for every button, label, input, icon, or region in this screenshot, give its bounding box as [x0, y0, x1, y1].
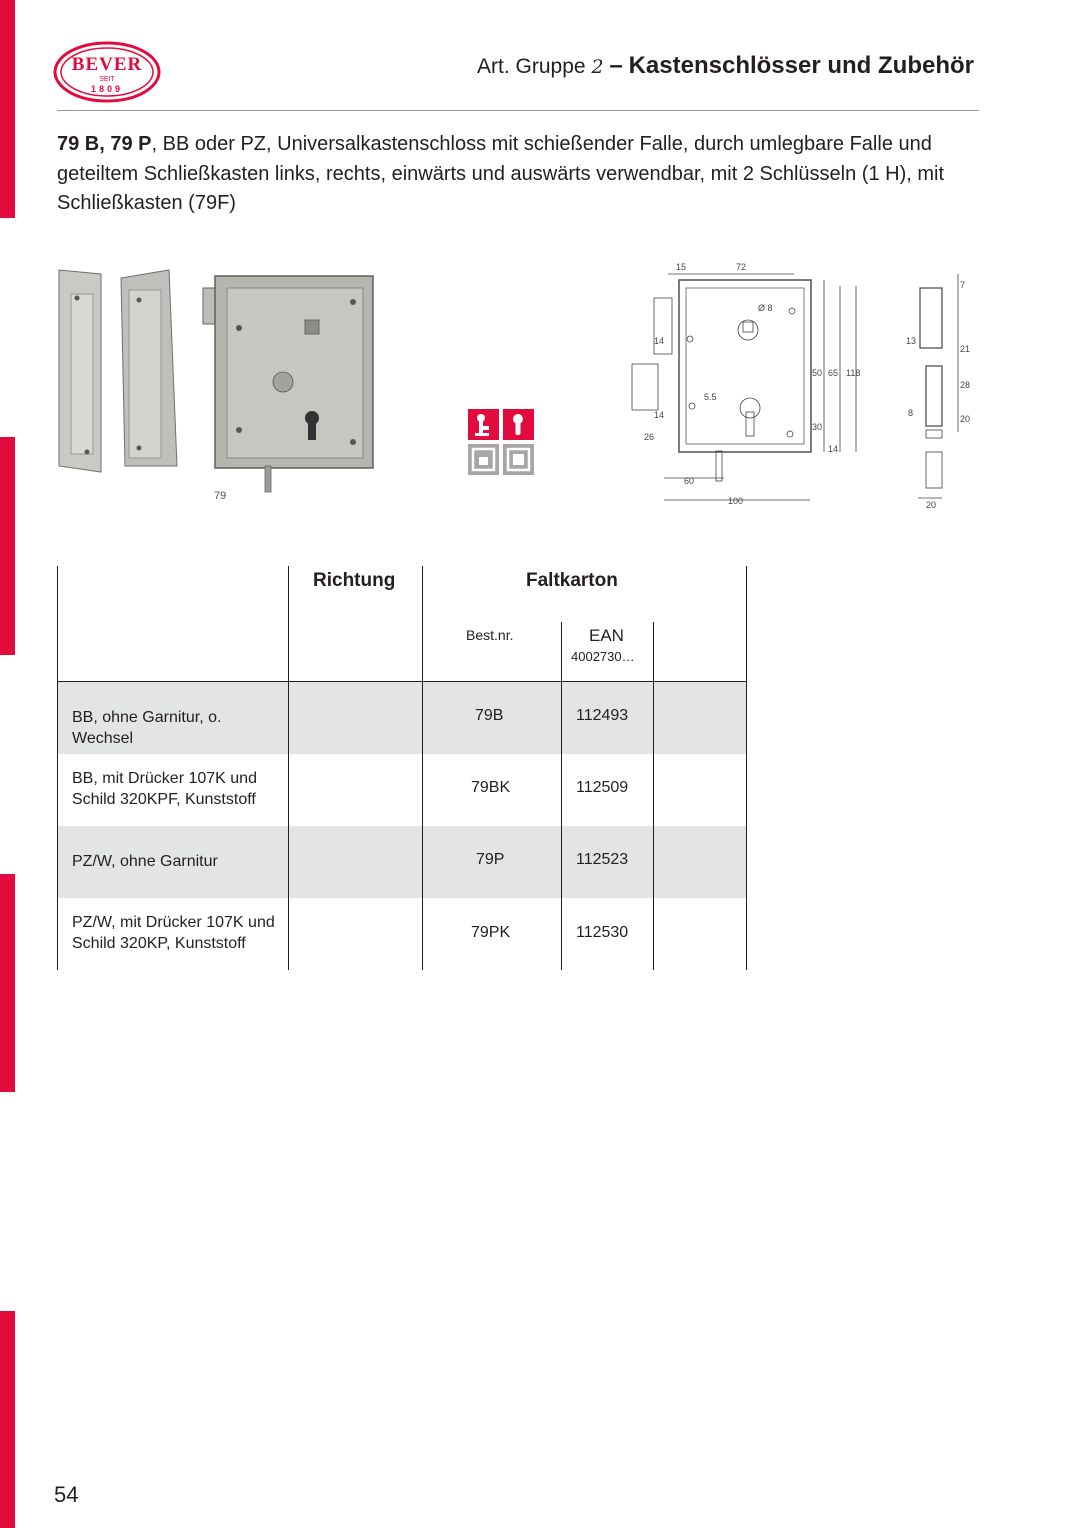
- col-bestnr: Best.nr.: [466, 627, 514, 643]
- product-text: , BB oder PZ, Universalkastenschloss mit schießender Falle, durch umlegbare Falle und geteiltem Schließkasten links, rechts, einwärts und auswärts verwendbar, mit 2 Schlüsseln (1 H), mit Schließkasten (79F): [57, 133, 945, 214]
- table-border: [422, 566, 423, 970]
- dim-label: 28: [960, 380, 971, 390]
- product-photo: [57, 266, 377, 498]
- bever-logo: [52, 40, 162, 104]
- page-number: 54: [54, 1482, 79, 1507]
- table-row-ean: 112530: [576, 924, 629, 941]
- dim-label: 20: [960, 414, 971, 424]
- product-description: [57, 130, 957, 219]
- table-row-ean: 112493: [576, 707, 629, 724]
- logo-brand: BEVER: [71, 54, 143, 75]
- dim-label: 30: [812, 422, 823, 432]
- dim-label: 100: [728, 496, 744, 506]
- ean-prefix: 4002730…: [571, 649, 635, 664]
- group-number: 2: [591, 56, 604, 78]
- table-row-ean: 112523: [576, 851, 629, 868]
- table-row-bestnr: 79BK: [471, 779, 511, 796]
- col-faltkarton: Faltkarton: [526, 570, 618, 591]
- dim-label: 15: [676, 262, 687, 272]
- table-row-bestnr: 79P: [476, 851, 505, 868]
- table-row-bestnr: 79B: [475, 707, 504, 724]
- dim-label: 13: [906, 336, 917, 346]
- page-header: [477, 52, 974, 80]
- page-title: Kastenschlösser und Zubehör: [628, 52, 974, 79]
- table-border: [57, 681, 747, 682]
- dim-label: 50: [812, 368, 823, 378]
- col-ean: EAN: [589, 626, 624, 645]
- dim-label: 14: [828, 444, 839, 454]
- table-border: [57, 566, 58, 970]
- group-label: Art. Gruppe: [477, 55, 586, 78]
- header-rule: [57, 110, 979, 111]
- dim-label: 5.5: [704, 392, 717, 402]
- technical-drawing-side: [898, 262, 982, 514]
- col-richtung: Richtung: [313, 570, 396, 591]
- dim-label: 20: [926, 500, 937, 510]
- technical-drawing-front: [624, 256, 874, 514]
- table-row-desc: BB, ohne Garnitur, o. Wechsel: [72, 709, 222, 747]
- lock-type-icons: [468, 409, 534, 475]
- edge-tab: [0, 437, 15, 655]
- group-dash: –: [609, 52, 623, 79]
- edge-tab: [0, 874, 15, 1092]
- table-row-desc: PZ/W, ohne Garnitur: [72, 853, 218, 870]
- dim-label: 118: [846, 368, 861, 378]
- table-border: [561, 622, 562, 970]
- dim-label: 7: [960, 280, 966, 290]
- table-border: [288, 566, 289, 970]
- edge-tab: [0, 0, 15, 218]
- dim-label: 8: [908, 408, 914, 418]
- table-row-bestnr: 79PK: [471, 924, 511, 941]
- dim-label: 60: [684, 476, 695, 486]
- dim-label: 65: [828, 368, 839, 378]
- logo-year: 1809: [90, 84, 124, 94]
- table-border: [653, 622, 654, 970]
- product-table: [57, 566, 747, 970]
- logo-seit: SEIT: [99, 76, 115, 83]
- product-models: 79 B, 79 P: [57, 133, 152, 155]
- dim-label: 21: [960, 344, 971, 354]
- edge-tab: [0, 1311, 15, 1528]
- dim-label: 72: [736, 262, 747, 272]
- dim-label: 14: [654, 410, 665, 420]
- photo-caption: 79: [214, 490, 227, 502]
- table-row-ean: 112509: [576, 779, 629, 796]
- dim-label: Ø 8: [758, 303, 773, 313]
- table-border: [746, 566, 747, 970]
- table-row-desc: BB, mit Drücker 107K und Schild 320KPF, Kunststoff: [72, 770, 257, 808]
- table-row-desc: PZ/W, mit Drücker 107K und Schild 320KP, Kunststoff: [72, 914, 275, 952]
- dim-label: 14: [654, 336, 665, 346]
- dim-label: 26: [644, 432, 655, 442]
